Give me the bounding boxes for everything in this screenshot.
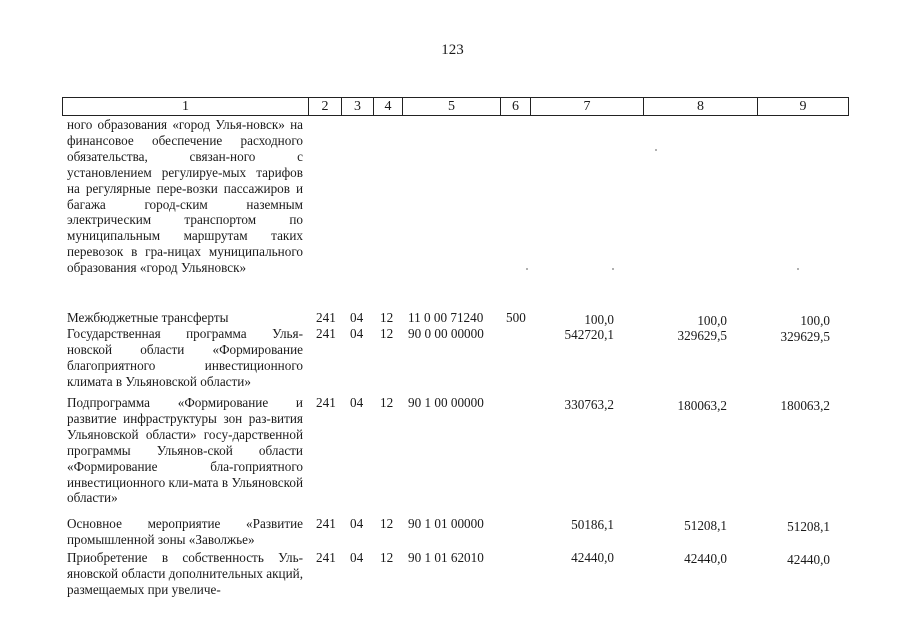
cell-col5: 11 0 00 71240 xyxy=(408,310,484,325)
cell-col7: 42440,0 xyxy=(571,550,614,565)
cell-col7: 100,0 xyxy=(584,312,614,327)
cell-col3: 04 xyxy=(350,395,364,410)
scan-speck xyxy=(612,268,614,270)
cell-col9: 329629,5 xyxy=(780,329,830,344)
cell-col5: 90 1 00 00000 xyxy=(408,395,484,410)
header-cell-4: 4 xyxy=(374,98,403,115)
cell-col4: 12 xyxy=(380,550,394,565)
row-description: Подпрограмма «Формирование и развитие инфраструктуры зон раз-вития Ульяновской области» госу-дарственной программы Ульянов-ской области «Формирование бла-гоприятного инвестиционного кли-мата в Ульяновской области» xyxy=(67,395,303,506)
page-number: 123 xyxy=(441,42,464,58)
cell-col6: 500 xyxy=(506,310,526,325)
scan-speck xyxy=(655,149,657,151)
cell-col8: 100,0 xyxy=(697,313,727,328)
cell-col3: 04 xyxy=(350,310,364,325)
cell-col8: 42440,0 xyxy=(684,551,727,566)
cell-col4: 12 xyxy=(380,516,394,531)
header-cell-6: 6 xyxy=(501,98,531,115)
cell-col8: 51208,1 xyxy=(684,518,727,533)
cell-col2: 241 xyxy=(316,310,336,325)
header-cell-3: 3 xyxy=(342,98,374,115)
cell-col2: 241 xyxy=(316,395,336,410)
cell-col2: 241 xyxy=(316,326,336,341)
row-description: ного образования «город Улья-новск» на финансовое обеспечение расходного обязательства, связан-ного с установлением регулируе-мых тарифов на регулярные пере-возки пассажиров и багажа город-ским наземным электрическим транспортом по муниципальным маршрутам таких перевозок в гра-ницах муниципального образования «город Ульяновск» xyxy=(67,117,303,276)
row-description: Межбюджетные трансферты xyxy=(67,310,229,325)
cell-col8: 180063,2 xyxy=(677,398,727,413)
cell-col9: 51208,1 xyxy=(787,519,830,534)
cell-col5: 90 0 00 00000 xyxy=(408,326,484,341)
cell-col9: 180063,2 xyxy=(780,398,830,413)
cell-col9: 100,0 xyxy=(800,313,830,328)
cell-col3: 04 xyxy=(350,550,364,565)
cell-col9: 42440,0 xyxy=(787,552,830,567)
cell-col7: 542720,1 xyxy=(564,327,614,342)
row-description: Приобретение в собственность Уль-яновской области дополнительных акций, размещаемых при увеличе- xyxy=(67,550,304,597)
header-cell-1: 1 xyxy=(63,98,309,115)
cell-col3: 04 xyxy=(350,326,364,341)
header-cell-9: 9 xyxy=(799,99,807,114)
cell-col5: 90 1 01 62010 xyxy=(408,550,484,565)
cell-col2: 241 xyxy=(316,550,336,565)
scan-speck xyxy=(526,268,528,270)
cell-col3: 04 xyxy=(350,516,364,531)
cell-col4: 12 xyxy=(380,326,394,341)
header-cell-7: 7 xyxy=(531,98,644,115)
cell-col7: 330763,2 xyxy=(564,397,614,412)
header-cell-8: 8 xyxy=(644,98,758,115)
scan-speck xyxy=(797,268,799,270)
cell-col4: 12 xyxy=(380,395,394,410)
header-cell-2: 2 xyxy=(309,98,342,115)
header-cell-5: 5 xyxy=(403,98,501,115)
cell-col2: 241 xyxy=(316,516,336,531)
cell-col4: 12 xyxy=(380,310,394,325)
table-header-row xyxy=(62,97,849,116)
row-description: Государственная программа Улья-новской области «Формирование благоприятного инвестиционного климата в Ульяновской области» xyxy=(67,326,303,389)
cell-col7: 50186,1 xyxy=(571,517,614,532)
cell-col8: 329629,5 xyxy=(677,328,727,343)
cell-col5: 90 1 01 00000 xyxy=(408,516,484,531)
row-description: Основное мероприятие «Развитие промышленной зоны «Заволжье» xyxy=(67,516,303,547)
